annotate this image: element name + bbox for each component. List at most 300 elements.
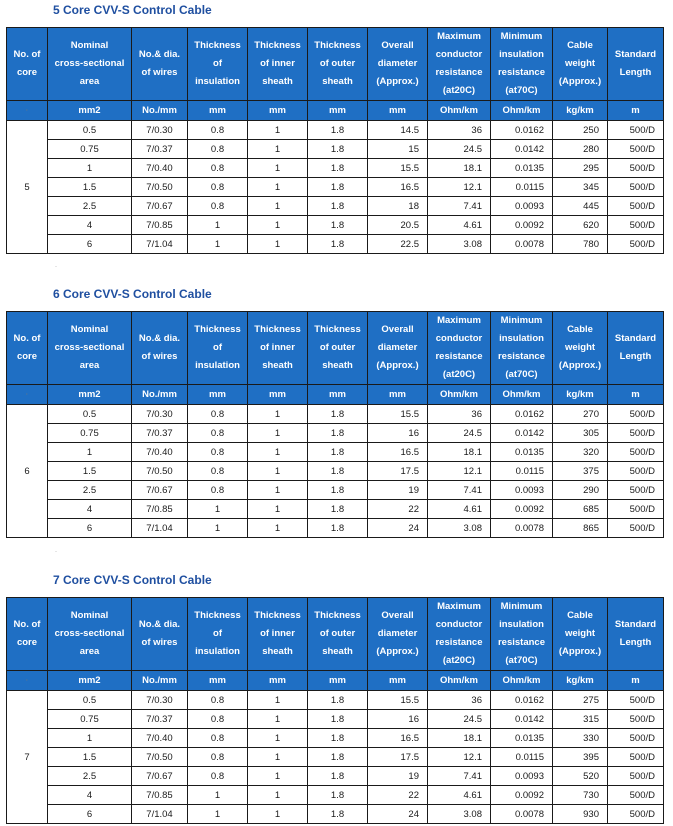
spacer-mark: ·: [55, 549, 57, 555]
cell-overall-diameter: 14.5: [368, 121, 428, 140]
header-line: Maximum: [437, 31, 481, 42]
cell-nominal-area: 0.75: [48, 710, 132, 729]
cell-mark: ·: [26, 108, 28, 114]
units-cell: Ohm/km: [491, 101, 553, 121]
cable-table-7-core: [6, 597, 664, 824]
header-line: Cable: [567, 324, 593, 335]
cell-insulation: 0.8: [188, 159, 248, 178]
cell-overall-diameter: 24: [368, 519, 428, 538]
cell-standard-length: 500/D: [608, 729, 664, 748]
cell-cable-weight: 780: [553, 235, 608, 254]
header-line: weight: [564, 58, 596, 69]
cell-cable-weight: 445: [553, 197, 608, 216]
header-row: [7, 312, 664, 385]
cell-overall-diameter: 20.5: [368, 216, 428, 235]
header-line: of: [213, 342, 222, 353]
header-outer-sheath: [308, 598, 368, 671]
cell-nominal-area: 1.5: [48, 748, 132, 767]
cell-inner-sheath: 1: [248, 140, 308, 159]
cell-outer-sheath: 1.8: [308, 462, 368, 481]
cell-inner-sheath: 1: [248, 500, 308, 519]
cell-wires: 7/0.30: [132, 405, 188, 424]
header-insulation: [188, 312, 248, 385]
cell-min-resistance: 0.0092: [491, 216, 553, 235]
cell-nominal-area: 4: [48, 216, 132, 235]
header-line: sheath: [322, 360, 353, 371]
cell-overall-diameter: 22: [368, 786, 428, 805]
units-cell: Ohm/km: [428, 101, 491, 121]
header-standard-length: [608, 28, 664, 101]
header-line: of inner: [260, 342, 295, 353]
header-line: Thickness: [254, 610, 301, 621]
header-line: Minimum: [500, 315, 543, 326]
cell-standard-length: 500/D: [608, 767, 664, 786]
cell-cable-weight: 685: [553, 500, 608, 519]
cell-insulation: 0.8: [188, 443, 248, 462]
header-line: Minimum: [500, 31, 543, 42]
cell-max-resistance: 7.41: [428, 481, 491, 500]
cell-wires: 7/0.40: [132, 159, 188, 178]
cell-inner-sheath: 1: [248, 235, 308, 254]
header-standard-length: [608, 598, 664, 671]
header-line: core: [16, 637, 38, 648]
header-line: Standard: [614, 49, 657, 60]
cell-insulation: 1: [188, 786, 248, 805]
cell-max-resistance: 24.5: [428, 424, 491, 443]
units-cell: m: [608, 101, 664, 121]
cell-overall-diameter: 22: [368, 500, 428, 519]
cell-wires: 7/0.37: [132, 710, 188, 729]
header-line: of inner: [260, 628, 295, 639]
units-cell: kg/km: [553, 671, 608, 691]
cell-inner-sheath: 1: [248, 710, 308, 729]
header-line: (at20C): [442, 369, 476, 380]
cell-outer-sheath: 1.8: [308, 121, 368, 140]
cell-overall-diameter: 15.5: [368, 405, 428, 424]
cell-nominal-area: 0.5: [48, 691, 132, 710]
units-cell: mm: [308, 385, 368, 405]
cell-nominal-area: 0.5: [48, 405, 132, 424]
header-line: of: [213, 58, 222, 69]
cell-min-resistance: 0.0093: [491, 197, 553, 216]
cell-insulation: 0.8: [188, 178, 248, 197]
table-row: [7, 481, 664, 500]
cell-nominal-area: 1.5: [48, 178, 132, 197]
cell-outer-sheath: 1.8: [308, 748, 368, 767]
cell-wires: 7/0.67: [132, 481, 188, 500]
units-cell: m: [608, 671, 664, 691]
header-overall-diameter: [368, 598, 428, 671]
header-line: conductor: [435, 333, 483, 344]
table-row: [7, 519, 664, 538]
units-cell-core: [7, 671, 48, 691]
cell-inner-sheath: 1: [248, 729, 308, 748]
cell-overall-diameter: 15: [368, 140, 428, 159]
cell-wires: 7/0.30: [132, 121, 188, 140]
cell-overall-diameter: 17.5: [368, 748, 428, 767]
table-row: [7, 729, 664, 748]
cell-standard-length: 500/D: [608, 197, 664, 216]
cell-overall-diameter: 16: [368, 710, 428, 729]
header-line: (at70C): [505, 85, 538, 96]
table-row: [7, 159, 664, 178]
table-row: [7, 710, 664, 729]
header-line: Length: [619, 351, 652, 362]
cell-nominal-area: 2.5: [48, 481, 132, 500]
cell-outer-sheath: 1.8: [308, 805, 368, 824]
units-cell: mm: [248, 671, 308, 691]
units-cell: mm: [188, 671, 248, 691]
header-line: (at70C): [505, 655, 538, 666]
table-row: [7, 197, 664, 216]
cell-inner-sheath: 1: [248, 748, 308, 767]
cell-outer-sheath: 1.8: [308, 197, 368, 216]
cell-nominal-area: 1: [48, 729, 132, 748]
cell-max-resistance: 4.61: [428, 216, 491, 235]
header-line: Thickness: [314, 40, 361, 51]
header-standard-length: [608, 312, 664, 385]
cell-insulation: 0.8: [188, 729, 248, 748]
header-line: (Approx.): [376, 646, 419, 657]
header-line: Cable: [567, 610, 593, 621]
units-row: [7, 101, 664, 121]
units-cell: mm: [188, 101, 248, 121]
header-line: Thickness: [314, 324, 361, 335]
header-overall-diameter: [368, 312, 428, 385]
cell-outer-sheath: 1.8: [308, 710, 368, 729]
cell-standard-length: 500/D: [608, 443, 664, 462]
cell-outer-sheath: 1.8: [308, 405, 368, 424]
cell-standard-length: 500/D: [608, 140, 664, 159]
cell-insulation: 0.8: [188, 121, 248, 140]
cell-outer-sheath: 1.8: [308, 140, 368, 159]
header-line: sheath: [262, 360, 293, 371]
cell-min-resistance: 0.0142: [491, 710, 553, 729]
cell-cable-weight: 930: [553, 805, 608, 824]
header-line: of wires: [141, 637, 178, 648]
header-line: Standard: [614, 333, 657, 344]
cell-nominal-area: 1: [48, 443, 132, 462]
cell-max-resistance: 36: [428, 405, 491, 424]
header-max-resistance: [428, 598, 491, 671]
cell-nominal-area: 6: [48, 519, 132, 538]
cell-insulation: 1: [188, 216, 248, 235]
table-row: [7, 748, 664, 767]
header-line: Overall: [381, 40, 414, 51]
cell-min-resistance: 0.0115: [491, 462, 553, 481]
header-cable-weight: [553, 28, 608, 101]
cell-outer-sheath: 1.8: [308, 519, 368, 538]
header-no-of-core: [7, 28, 48, 101]
header-line: Overall: [381, 610, 414, 621]
units-row: [7, 671, 664, 691]
cell-inner-sheath: 1: [248, 786, 308, 805]
table-row: [7, 443, 664, 462]
header-line: Maximum: [437, 601, 481, 612]
cell-min-resistance: 0.0162: [491, 691, 553, 710]
cell-insulation: 1: [188, 805, 248, 824]
cell-min-resistance: 0.0162: [491, 121, 553, 140]
cell-outer-sheath: 1.8: [308, 691, 368, 710]
section-title-7-core: 7 Core CVV-S Control Cable: [53, 573, 212, 587]
header-line: (Approx.): [558, 646, 602, 657]
cell-inner-sheath: 1: [248, 178, 308, 197]
cell-insulation: 1: [188, 500, 248, 519]
table-row: [7, 462, 664, 481]
cell-cable-weight: 295: [553, 159, 608, 178]
cell-min-resistance: 0.0135: [491, 443, 553, 462]
cell-overall-diameter: 24: [368, 805, 428, 824]
cell-wires: 7/0.85: [132, 216, 188, 235]
cell-min-resistance: 0.0142: [491, 424, 553, 443]
cell-min-resistance: 0.0078: [491, 519, 553, 538]
header-line: of outer: [319, 342, 356, 353]
header-line: Thickness: [194, 324, 241, 335]
cell-insulation: 0.8: [188, 481, 248, 500]
cell-wires: 7/0.67: [132, 197, 188, 216]
header-line: area: [79, 360, 100, 371]
header-line: Thickness: [254, 40, 301, 51]
cell-cable-weight: 730: [553, 786, 608, 805]
cell-max-resistance: 7.41: [428, 767, 491, 786]
header-line: cross-sectional: [54, 628, 125, 639]
units-cell: mm: [368, 101, 428, 121]
header-line: diameter: [377, 58, 418, 69]
cell-max-resistance: 36: [428, 121, 491, 140]
header-line: of outer: [319, 628, 356, 639]
header-line: insulation: [195, 360, 240, 371]
header-line: Length: [619, 67, 652, 78]
cell-outer-sheath: 1.8: [308, 216, 368, 235]
cell-wires: 7/0.30: [132, 691, 188, 710]
header-line: resistance: [497, 351, 545, 362]
cell-wires: 7/0.40: [132, 729, 188, 748]
header-insulation: [188, 598, 248, 671]
cell-outer-sheath: 1.8: [308, 767, 368, 786]
cell-overall-diameter: 22.5: [368, 235, 428, 254]
header-line: resistance: [435, 351, 483, 362]
header-line: area: [79, 76, 100, 87]
cell-standard-length: 500/D: [608, 805, 664, 824]
cell-cable-weight: 275: [553, 691, 608, 710]
cell-insulation: 0.8: [188, 767, 248, 786]
cell-wires: 7/1.04: [132, 235, 188, 254]
cell-wires: 7/0.85: [132, 786, 188, 805]
header-line: conductor: [435, 49, 483, 60]
cell-wires: 7/0.37: [132, 140, 188, 159]
cell-min-resistance: 0.0135: [491, 159, 553, 178]
cell-min-resistance: 0.0135: [491, 729, 553, 748]
header-line: insulation: [499, 333, 544, 344]
header-line: diameter: [377, 342, 418, 353]
cell-insulation: 0.8: [188, 140, 248, 159]
units-cell: No./mm: [132, 671, 188, 691]
cell-outer-sheath: 1.8: [308, 424, 368, 443]
cell-nominal-area: 6: [48, 235, 132, 254]
cell-max-resistance: 24.5: [428, 710, 491, 729]
cell-wires: 7/0.50: [132, 462, 188, 481]
units-cell: mm2: [48, 671, 132, 691]
cell-min-resistance: 0.0078: [491, 235, 553, 254]
units-cell: mm: [188, 385, 248, 405]
cell-standard-length: 500/D: [608, 500, 664, 519]
cell-nominal-area: 1: [48, 159, 132, 178]
cell-inner-sheath: 1: [248, 519, 308, 538]
header-line: (at70C): [505, 369, 538, 380]
cell-wires: 7/1.04: [132, 519, 188, 538]
cell-insulation: 1: [188, 235, 248, 254]
section-title-6-core: 6 Core CVV-S Control Cable: [53, 287, 212, 301]
header-inner-sheath: [248, 598, 308, 671]
header-inner-sheath: [248, 312, 308, 385]
cell-wires: 7/0.50: [132, 748, 188, 767]
cell-max-resistance: 12.1: [428, 178, 491, 197]
cell-nominal-area: 0.75: [48, 140, 132, 159]
header-line: resistance: [497, 67, 545, 78]
cell-max-resistance: 36: [428, 691, 491, 710]
header-line: (Approx.): [558, 360, 602, 371]
cell-standard-length: 500/D: [608, 691, 664, 710]
cell-inner-sheath: 1: [248, 197, 308, 216]
cell-inner-sheath: 1: [248, 216, 308, 235]
cell-inner-sheath: 1: [248, 481, 308, 500]
units-cell: mm: [368, 671, 428, 691]
cell-cable-weight: 865: [553, 519, 608, 538]
table-row: [7, 424, 664, 443]
cell-cable-weight: 375: [553, 462, 608, 481]
units-cell-core: [7, 101, 48, 121]
header-nominal-area: [48, 312, 132, 385]
cell-outer-sheath: 1.8: [308, 500, 368, 519]
cell-nominal-area: 1.5: [48, 462, 132, 481]
cell-max-resistance: 4.61: [428, 786, 491, 805]
cell-cable-weight: 520: [553, 767, 608, 786]
cell-inner-sheath: 1: [248, 121, 308, 140]
cell-min-resistance: 0.0092: [491, 500, 553, 519]
cell-max-resistance: 3.08: [428, 519, 491, 538]
cell-min-resistance: 0.0162: [491, 405, 553, 424]
header-line: weight: [564, 628, 596, 639]
cell-cable-weight: 320: [553, 443, 608, 462]
cell-insulation: 0.8: [188, 462, 248, 481]
table-row: [7, 500, 664, 519]
table-row: [7, 786, 664, 805]
units-cell: mm: [248, 385, 308, 405]
cell-max-resistance: 12.1: [428, 748, 491, 767]
header-nominal-area: [48, 598, 132, 671]
units-cell: No./mm: [132, 385, 188, 405]
cell-max-resistance: 4.61: [428, 500, 491, 519]
header-line: sheath: [322, 646, 353, 657]
header-line: resistance: [435, 637, 483, 648]
cell-inner-sheath: 1: [248, 805, 308, 824]
cell-standard-length: 500/D: [608, 235, 664, 254]
header-line: insulation: [195, 646, 240, 657]
cell-outer-sheath: 1.8: [308, 786, 368, 805]
table-row: [7, 405, 664, 424]
header-line: Thickness: [194, 40, 241, 51]
cell-cable-weight: 280: [553, 140, 608, 159]
table-row: [7, 178, 664, 197]
units-cell: kg/km: [553, 101, 608, 121]
cell-max-resistance: 3.08: [428, 235, 491, 254]
header-insulation: [188, 28, 248, 101]
header-line: weight: [564, 342, 596, 353]
units-cell: Ohm/km: [428, 385, 491, 405]
cell-outer-sheath: 1.8: [308, 159, 368, 178]
cell-inner-sheath: 1: [248, 767, 308, 786]
header-line: (at20C): [442, 85, 476, 96]
units-cell: Ohm/km: [491, 385, 553, 405]
cell-outer-sheath: 1.8: [308, 178, 368, 197]
table-row: [7, 691, 664, 710]
cell-overall-diameter: 15.5: [368, 159, 428, 178]
header-line: of: [213, 628, 222, 639]
header-line: insulation: [499, 49, 544, 60]
header-wires: [132, 312, 188, 385]
cell-nominal-area: 0.75: [48, 424, 132, 443]
cable-table-5-core: [6, 27, 664, 254]
cell-standard-length: 500/D: [608, 121, 664, 140]
header-line: Thickness: [314, 610, 361, 621]
cell-standard-length: 500/D: [608, 748, 664, 767]
core-count-cell: 7: [7, 691, 48, 824]
cell-insulation: 0.8: [188, 691, 248, 710]
cell-nominal-area: 0.5: [48, 121, 132, 140]
cell-max-resistance: 7.41: [428, 197, 491, 216]
header-line: of inner: [260, 58, 295, 69]
cell-overall-diameter: 16.5: [368, 443, 428, 462]
cell-nominal-area: 4: [48, 500, 132, 519]
units-cell-core: [7, 385, 48, 405]
cell-wires: 7/0.40: [132, 443, 188, 462]
cell-wires: 7/0.50: [132, 178, 188, 197]
cell-overall-diameter: 19: [368, 481, 428, 500]
cell-insulation: 0.8: [188, 710, 248, 729]
cell-inner-sheath: 1: [248, 159, 308, 178]
cell-wires: 7/0.67: [132, 767, 188, 786]
cell-outer-sheath: 1.8: [308, 481, 368, 500]
cell-insulation: 0.8: [188, 424, 248, 443]
header-line: core: [16, 67, 38, 78]
spacer-mark: ·: [55, 264, 57, 270]
cell-inner-sheath: 1: [248, 443, 308, 462]
header-line: Thickness: [254, 324, 301, 335]
cell-standard-length: 500/D: [608, 519, 664, 538]
header-cable-weight: [553, 312, 608, 385]
cell-insulation: 0.8: [188, 748, 248, 767]
header-line: (Approx.): [558, 76, 602, 87]
cell-standard-length: 500/D: [608, 786, 664, 805]
cell-overall-diameter: 19: [368, 767, 428, 786]
cell-insulation: 0.8: [188, 197, 248, 216]
cell-outer-sheath: 1.8: [308, 729, 368, 748]
table-row: [7, 805, 664, 824]
cell-nominal-area: 6: [48, 805, 132, 824]
header-line: diameter: [377, 628, 418, 639]
units-cell: Ohm/km: [428, 671, 491, 691]
cell-overall-diameter: 16: [368, 424, 428, 443]
header-line: insulation: [499, 619, 544, 630]
units-cell: kg/km: [553, 385, 608, 405]
core-count-cell: 5: [7, 121, 48, 254]
header-line: area: [79, 646, 100, 657]
cell-min-resistance: 0.0093: [491, 481, 553, 500]
header-line: Maximum: [437, 315, 481, 326]
cell-insulation: 0.8: [188, 405, 248, 424]
cell-inner-sheath: 1: [248, 691, 308, 710]
header-line: (Approx.): [376, 76, 419, 87]
